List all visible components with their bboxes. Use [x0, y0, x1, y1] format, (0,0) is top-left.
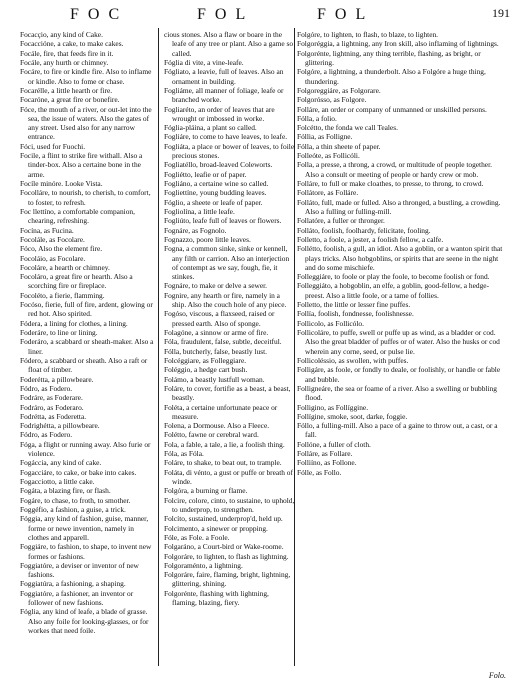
dictionary-entry: Fogliettíne, young budding leaves. — [164, 188, 267, 198]
dictionary-entry: Folgoráre, faire, flaming, bright, lightning, glittering, shining. — [164, 570, 291, 589]
dictionary-entry: Foderáro, a scabbard or sheath-maker. Also a liner. — [20, 337, 154, 356]
dictionary-entry: Focile, a flint to strike fire withall. Also a tinder-box. Also a certaine bone in the arme. — [20, 151, 143, 179]
dictionary-entry: Focolále, as Focolare. — [20, 234, 85, 244]
dictionary-entry: Folgóre, a lightning, a thunderbolt. Also a Folgóre a huge thing, thundering. — [297, 67, 486, 86]
dictionary-entry: Foggiatúra, a fashioning, a shaping. — [20, 579, 126, 589]
dictionary-entry: Fólla, butcherly, false, beastly lust. — [164, 346, 267, 356]
dictionary-entry: Fódro, as Fodero. — [20, 383, 73, 393]
dictionary-entry: Focarélle, a little hearth or fire. — [20, 85, 113, 95]
dictionary-entry: Fogáre, to chase, to froth, to smother. — [20, 495, 131, 505]
dictionary-entry: Fódero, a scabbard or sheath. Also a raft or float of timber. — [20, 355, 148, 375]
dictionary-entry: Fólla, a thin sheete of paper. — [297, 141, 381, 151]
dictionary-entry: Folétto, fawne or cerebral ward. — [164, 430, 259, 440]
dictionary-entry: Folláto, foolish, foolhardy, felicitate, fooling. — [297, 225, 431, 235]
dictionary-entry: Folena, a Dormouse. Also a Fleece. — [164, 421, 270, 431]
dictionary-entry: Folgorósso, as Folgore. — [297, 95, 367, 105]
dictionary-entry: Foggiatóre, a deviser or inventor of new fashions. — [20, 560, 139, 580]
column-left — [20, 30, 154, 672]
dictionary-entry: Focína, as Fucina. — [20, 225, 74, 235]
dictionary-entry: Fóllo, a fulling-mill. Also a pace of a gaine to throw out, a cast, or a fall. — [297, 421, 498, 440]
dictionary-entry: Fodráro, as Foderaro. — [20, 402, 84, 412]
dictionary-entry: Fodrétta, as Foderetta. — [20, 411, 87, 421]
dictionary-entry: Fogacciáre, to cake, or bake into cakes. — [20, 467, 137, 477]
catchword: Folo. — [488, 671, 506, 680]
dictionary-entry: Fognazzo, poore little leaves. — [164, 234, 251, 244]
dictionary-entry: Folgorénte, flashing with lightning, flaming, blazing, fiery. — [164, 588, 269, 608]
headword-middle: FOL — [197, 6, 255, 23]
dictionary-entry: Focacçio, any kind of Cake. — [20, 30, 103, 39]
dictionary-entry: Fodrighétta, a pillowbeare. — [20, 421, 100, 431]
dictionary-entry: Focále, any hurth or chimney. — [20, 57, 109, 67]
dictionary-entry: Folláre, as Follare. — [297, 449, 353, 459]
dictionary-entry: Folligino, as Follíggine. — [297, 402, 369, 412]
dictionary-entry: Fóglia di vite, a vine-leafe. — [164, 57, 244, 67]
dictionary-entry: Fógliato, a leavie, full of leaves. Also an ornament in building. — [164, 67, 284, 86]
dictionary-entry: Focaccióne, a cake, to make cakes. — [20, 39, 124, 49]
dictionary-entry: Foláta, di vénto, a gust or puffe or breath of winde. — [164, 467, 293, 486]
dictionary-entry: Fogáta, a blazing fire, or flash. — [20, 486, 111, 496]
dictionary-entry: Follátore, as Folláre. — [297, 188, 359, 198]
dictionary-entry: Folleggiáre, to foole or play the foole, to become foolish or fond. — [297, 272, 490, 282]
dictionary-entry: Fognáre, as Fognolo. — [164, 225, 227, 235]
dictionary-entry: Fogliáme, all manner of foliage, leafe or branched worke. — [164, 85, 284, 105]
dictionary-entry: Folgoréggia, a lightning, any Iron skill, also inflaming of lightnings. — [297, 39, 499, 49]
dictionary-entry: Foléta, a certaine unfortunate peace or measure. — [164, 402, 278, 421]
dictionary-entry: Foléggio, a hedge cart bush. — [164, 365, 248, 375]
dictionary-entry: Folligáre, as foole, or fondly to deale, or foolishly, or handle or fable and bubble. — [297, 365, 501, 384]
dictionary-entry: Fóglia-pláina, a plant so called. — [164, 123, 257, 133]
dictionary-entry: Folgorénte, lightning, any thing terrible, flashing, as bright, or glittering. — [297, 48, 481, 67]
dictionary-entry: Fólle, as Follo. — [297, 467, 342, 477]
dictionary-entry: Fóci, used for Fuochi. — [20, 141, 86, 151]
dictionary-entry: Follicoléssio, as swollen, with puffes. — [297, 355, 409, 365]
dictionary-entry: Fóllia, as Folligne. — [297, 132, 353, 142]
dictionary-entry: Foderétta, a pillowbeare. — [20, 374, 94, 384]
dictionary-entry: Follatóre, a fuller or thronger. — [297, 216, 385, 226]
dictionary-entry: Fódro, as Fodero. — [20, 430, 73, 440]
running-header — [70, 6, 510, 24]
dictionary-entry: Folletto, the little or lesser fine puffes. — [297, 300, 411, 310]
dictionary-entry: Fódera, a lining for clothes, a lining. — [20, 318, 128, 328]
dictionary-entry: Folcimento, a sinewer or propping. — [164, 523, 268, 533]
dictionary-entry: Folagóne, a sinnow or arme of fire. — [164, 328, 269, 337]
dictionary-entry: Focíle minóre. Looke Vista. — [20, 179, 103, 188]
dictionary-entry: Folgóra, a burning or flame. — [164, 486, 248, 496]
dictionary-entry: Folletto, a foole, a jester, a foolish fellow, a calfe. — [297, 234, 444, 244]
dictionary-entry: Follígine, smoke, soot, darke, foggie. — [297, 411, 408, 421]
column-rule — [158, 28, 159, 666]
dictionary-entry: Foláre, to shake, to beat out, to trample. — [164, 458, 282, 468]
dictionary-entry: Follóne, a fuller of cloth. — [297, 439, 371, 449]
dictionary-entry: Folgoreggiáre, as Folgorare. — [297, 85, 381, 95]
column-middle — [164, 30, 295, 672]
dictionary-entry: Fóle, as Fole. a Foole. — [164, 532, 230, 542]
dictionary-entry: Folgoraménto, a lightning. — [164, 560, 243, 570]
dictionary-entry: Fogliétto, leafie or of paper. — [164, 169, 247, 179]
headword-left: FOC — [70, 6, 129, 23]
dictionary-entry: Foláre, to cover, fortifie as a beast, a beast, beastly. — [164, 383, 291, 403]
dictionary-entry: Fogliáno, a certaine wine so called. — [164, 179, 269, 188]
dictionary-entry: Fogáccia, any kind of cake. — [20, 458, 102, 468]
dictionary-entry: Fóce, the mouth of a river, or out-let into the sea, the issue of waters. Also the gates of any street. Used also for any narrow entrance. — [20, 104, 152, 142]
dictionary-entry: Fóla, fraudulent, false, subtle, deceitful. — [164, 337, 282, 347]
page-number: 191 — [492, 6, 510, 20]
dictionary-entry: Focoláro, a great fire or hearth. Also a scorching fire or fireplace. — [20, 272, 133, 291]
dictionary-entry: Folgoráre, to lighten, to flash as lightning. — [164, 551, 289, 561]
dictionary-entry: Fogliúto, leafe full of leaves or flowers. — [164, 216, 282, 226]
dictionary-entry: Folliíno, as Follone. — [297, 458, 357, 468]
dictionary-entry: Fodráre, as Foderare. — [20, 393, 83, 403]
dictionary-entry: Fólla, a folio. — [297, 113, 337, 123]
dictionary-entry: Fóglia, any kind of leafe, a blade of grasse. Also any foile for looking-glasses, or for workes that need foile. — [20, 607, 149, 635]
dictionary-entry: Follía, foolish, fondnesse, foolishnesse. — [297, 309, 414, 319]
dictionary-entry: Fogliáta, a place or bower of leaves, to foile precious stones. — [164, 141, 295, 161]
dictionary-entry: Fogliolína, a little leafe. — [164, 206, 235, 216]
dictionary-entry: Foggéfio, a fashion, a guise, a trick. — [20, 504, 126, 514]
headword-right: FOL — [317, 6, 375, 23]
dictionary-entry: Fóla, as Fóla. — [164, 449, 204, 459]
dictionary-entry: Follicolo, as Follicólo. — [297, 318, 364, 328]
dictionary-entry: Focoléto, a fierie, flamming. — [20, 290, 105, 300]
dictionary-entry: Focoláio, as Focolare. — [20, 253, 86, 263]
dictionary-entry: Fola, a fable, a tale, a lie, a foolish thing. — [164, 439, 285, 449]
dictionary-entry: Fóga, a flight or running away. Also furie or violence. — [20, 439, 151, 459]
dictionary-entry: Focaróne, a great fire or bonefire. — [20, 95, 120, 105]
dictionary-entry: Focóso, fierie, full of fire, ardent, glowing or red hot. Also spirited. — [20, 300, 153, 319]
dictionary-entry: Fóglio, a sheete or leafe of paper. — [164, 197, 263, 207]
dictionary-entry: Folleóte, as Follicóli. — [297, 151, 360, 161]
dictionary-entry: Foggiáre, to fashion, to shape, to invent new formes or fashions. — [20, 542, 152, 561]
dictionary-entry: Fogliatéllo, broad-leaved Coleworts. — [164, 160, 273, 170]
dictionary-entry: Follicoláre, to puffe, swell or puffe up as wind, as a bladder or cod. Also the great bladder of puffes or of water. Also the husks or cod wherein any corne, seed, or pulse lie. — [297, 328, 500, 356]
dictionary-entry: Foc llettíno, a comfortable companion, chearing, refreshing. — [20, 206, 135, 226]
dictionary-entry: Focáre, to fire or kindle fire. Also to inflame or kindle. Also to fome or chase. — [20, 67, 152, 86]
dictionary-entry: Folla, a presse, a throng, a crowd, or multitude of people together. Also a consult or meeting of people or hardy crew or mob. — [297, 160, 492, 179]
dictionary-entry: Foderáre, to line or lining. — [20, 328, 98, 337]
dictionary-entry: Folcíto, sustained, underprop'd, held up. — [164, 514, 283, 524]
dictionary-entry: Folláre, an order or company of unmanned or unskilled persons. — [297, 104, 487, 114]
dictionary-entry: Fogliaréto, an order of leaves that are wrought or imbossed in worke. — [164, 104, 275, 123]
dictionary-entry: Fognire, any hearth or fire, namely in a ship. Also the couch hole of any piece. — [164, 290, 287, 310]
dictionary-entry: Follétto, foolish, a gull, an idiot. Also a goblin, or a wanton spirit that plays tricks. Also hobgoblins, or spirits that are seene in the night and do some mischiefe. — [297, 244, 503, 272]
dictionary-entry: Fogacciotto, a little cake. — [20, 477, 95, 486]
dictionary-entry: Fogliáre, to come to have leaves, to leafe. — [164, 132, 288, 142]
dictionary-entry: Fóggia, any kind of fashion, guise, manner, forme or newe invention, namely in clothes and apparell. — [20, 514, 149, 542]
dictionary-entry: Folláre, to full or make cloathes, to presse, to throng, to crowd. — [297, 179, 484, 188]
dictionary-entry: Fogna, a common sinke, sinke or kennell, any filth or carrion. Also an interjection of contempt as we say, fough, fie, it stinkes. — [164, 244, 290, 282]
dictionary-entry: Focoláre, a hearth or chimney. — [20, 262, 110, 272]
dictionary-entry: Fóco, Also the element fire. — [20, 244, 103, 254]
dictionary-entry: Folláto, full, made or fulled. Also a thronged, a bustling, a crowding. Also a fulling or fulling-mill. — [297, 197, 501, 216]
dictionary-entry: Folligneáre, the sea or foame of a river. Also a swelling or bubbling flood. — [297, 383, 497, 403]
dictionary-entry: Fogóso, viscous, a flaxseed, raised or pressed earth. Also of sponge. — [164, 309, 275, 328]
dictionary-entry: Foggiatóre, a fashioner, an inventor or follower of new fashions. — [20, 588, 134, 608]
dictionary-entry: Folleggiáto, a hobgoblin, an elfe, a goblin, good-fellow, a hedge-preest. Also a little foole, or a tame of follies. — [297, 281, 490, 300]
dictionary-entry: Focále, fire, that feeds fire in it. — [20, 48, 114, 58]
dictionary-entry: Fognáre, to make or delve a sewer. — [164, 281, 268, 291]
dictionary-entry: Folámo, a beastly lustfull woman. — [164, 374, 265, 384]
dictionary-entry: Folgaráno, a Court-bird or Wake-roome. — [164, 542, 284, 552]
dictionary-entry: Folcire, colore, cinto, to sustaine, to uphold, to underprop, to strengthen. — [164, 495, 295, 514]
dictionary-entry: cious stones. Also a flaw or boare in the leafe of any tree or plant. Also a game so called. — [164, 30, 294, 58]
dictionary-entry: Folgóre, to lighten, to flash, to blaze, to lighten. — [297, 30, 439, 39]
column-right — [297, 30, 505, 672]
dictionary-entry: Focolláre, to nourish, to cherish, to comfort, to foster, to refresh. — [20, 188, 151, 207]
dictionary-entry: Folcéggiare, as Folleggiare. — [164, 355, 247, 365]
dictionary-entry: Folcétto, the fonda we call Teales. — [297, 123, 398, 133]
